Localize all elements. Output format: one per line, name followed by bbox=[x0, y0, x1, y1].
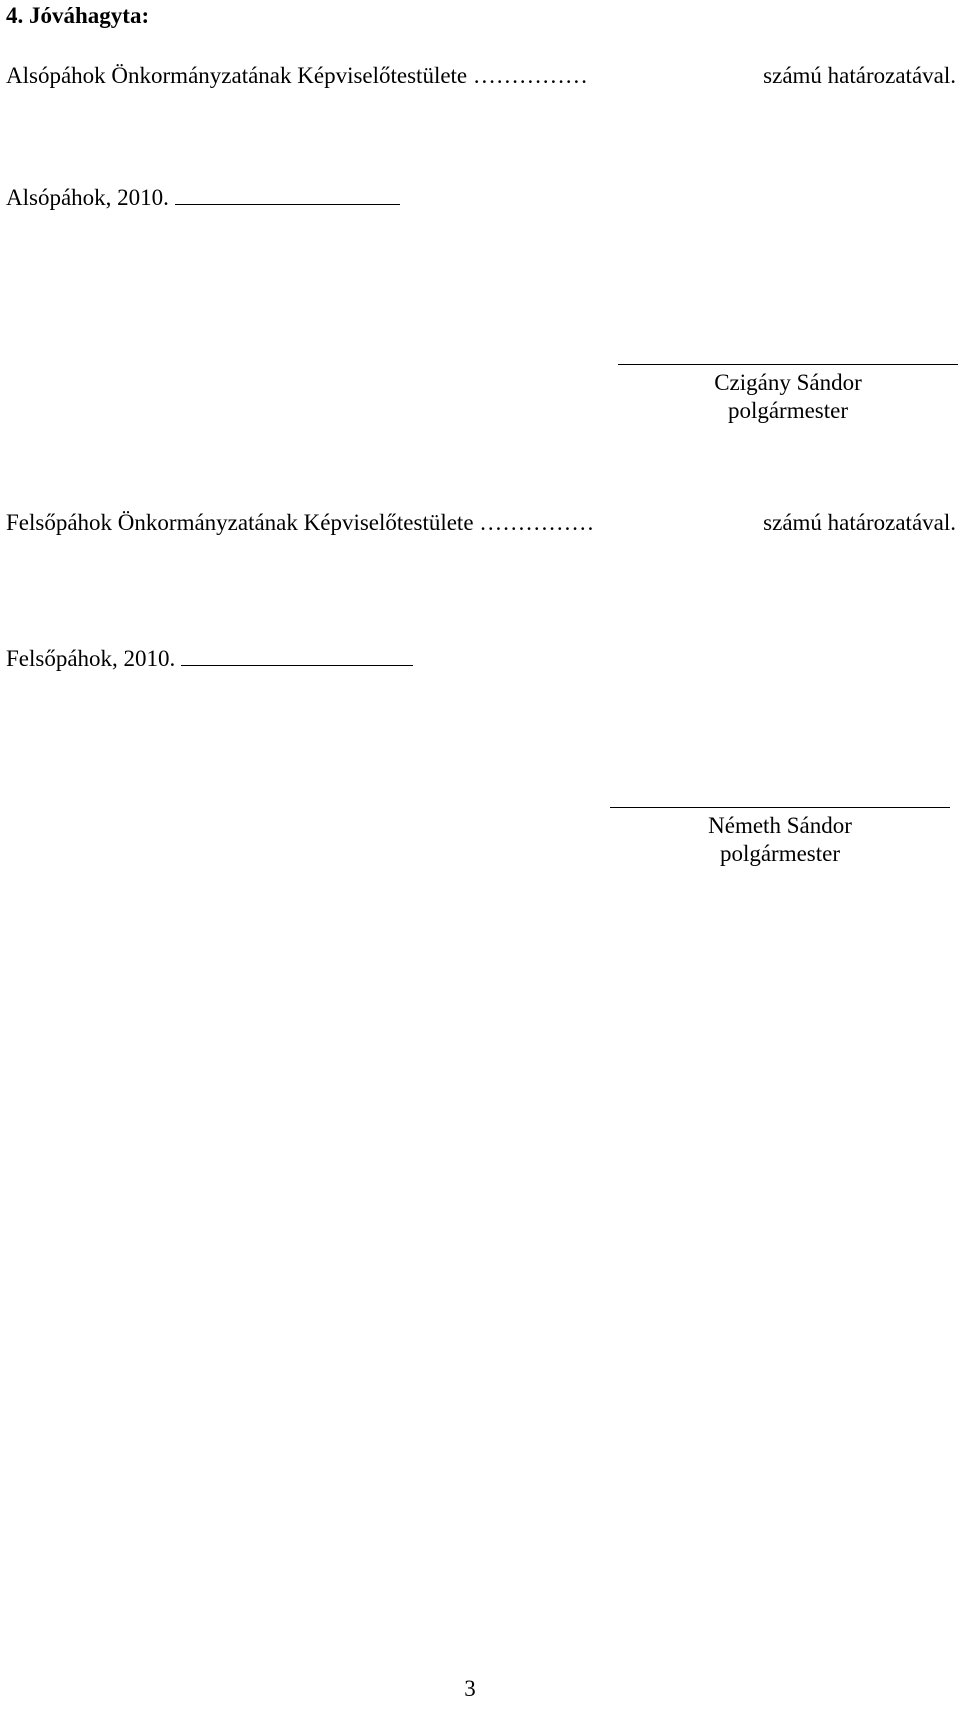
date-blank-line bbox=[181, 645, 413, 666]
place-date-alsopahok bbox=[6, 184, 400, 212]
place-date-text: Felsőpáhok, 2010. bbox=[6, 646, 176, 671]
signatory-title: polgármester bbox=[727, 398, 849, 423]
resolution-text: Alsópáhok Önkormányzatának Képviselőtestülete …………… bbox=[6, 63, 588, 88]
signature-line bbox=[610, 807, 950, 808]
resolution-text: Felsőpáhok Önkormányzatának Képviselőtestülete …………… bbox=[6, 510, 595, 535]
signatory-name: Czigány Sándor bbox=[714, 370, 862, 395]
resolution-statement-alsopahok bbox=[6, 62, 956, 90]
place-date-text: Alsópáhok, 2010. bbox=[6, 185, 169, 210]
resolution-suffix: számú határozatával. bbox=[763, 63, 956, 88]
resolution-statement-felsopahok bbox=[6, 509, 956, 537]
date-blank-line bbox=[175, 184, 400, 205]
signature-block-alsopahok bbox=[618, 364, 958, 425]
signature-block-felsopahok bbox=[610, 807, 950, 868]
signatory-name: Németh Sándor bbox=[708, 813, 852, 838]
resolution-suffix: számú határozatával. bbox=[763, 510, 956, 535]
page-number: 3 bbox=[464, 1676, 476, 1701]
section-heading: 4. Jóváhagyta: bbox=[6, 3, 150, 28]
signatory-title: polgármester bbox=[719, 841, 841, 866]
signature-line bbox=[618, 364, 958, 365]
place-date-felsopahok bbox=[6, 645, 413, 673]
